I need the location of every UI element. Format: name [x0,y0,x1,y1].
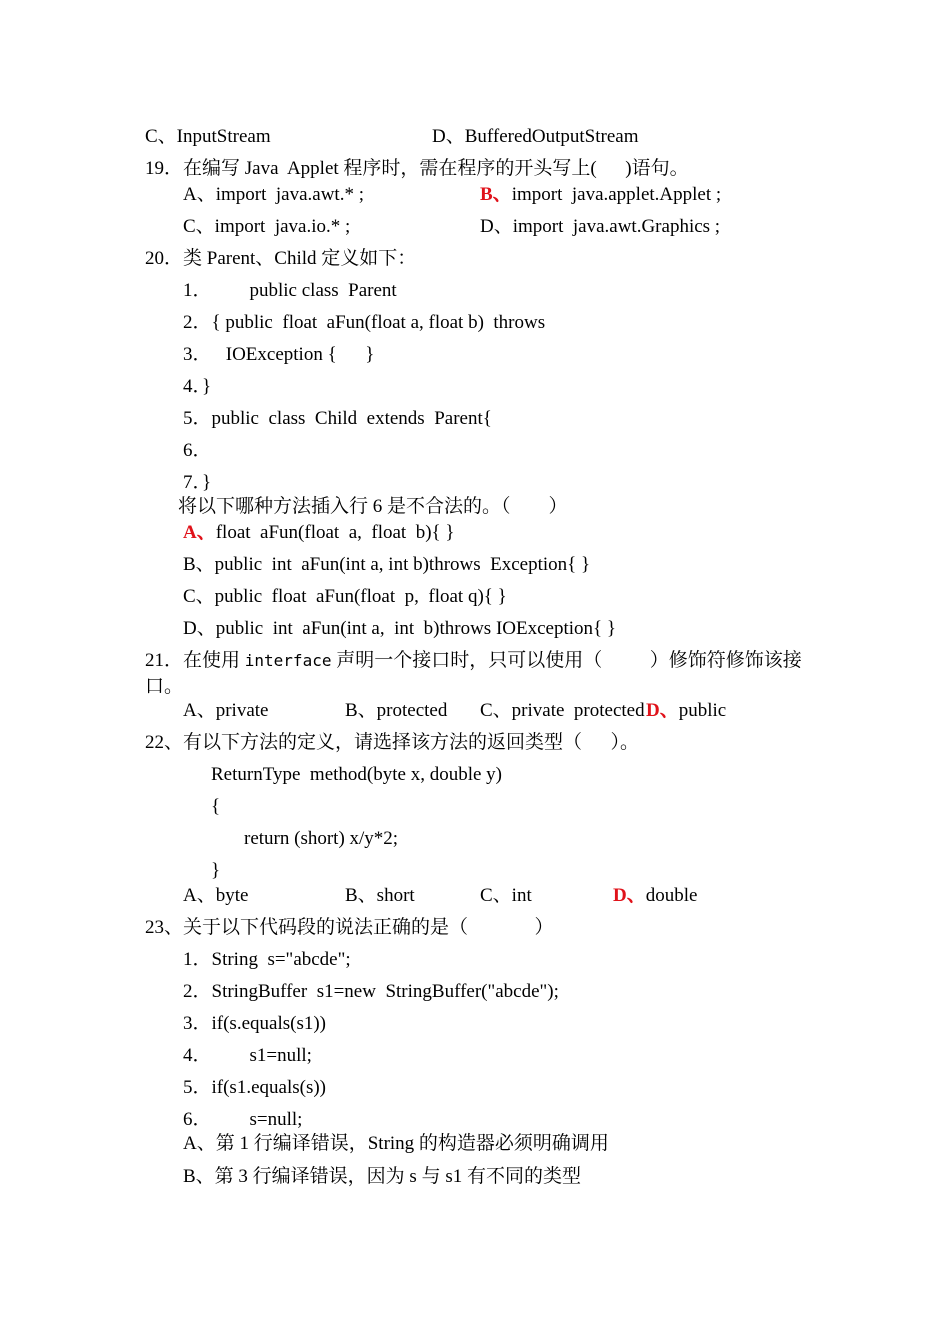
q20-option-c: C、public float aFun(float p, float q){ } [183,586,507,607]
q19-option-b: B、import java.applet.Applet ; [480,184,722,205]
answer-mark: D、 [646,700,679,721]
code-line: ReturnType method(byte x, double y) [211,764,502,785]
code-line: 3．if(s.equals(s1)) [183,1013,326,1034]
keyword: interface [244,651,332,670]
code-line: 7．} [183,472,212,493]
q21-option-d: D、public [646,700,727,721]
q20-option-d: D、public int aFun(int a, int b)throws IOException{ } [183,618,617,639]
q22-stem: 22、有以下方法的定义，请选择该方法的返回类型（ ）。 [145,732,640,753]
code-line: 4． s1=null; [183,1045,312,1066]
code-line: 3． IOException { } [183,344,375,365]
q19-option-d: D、import java.awt.Graphics ; [480,216,721,237]
q20-option-a: A、float aFun(float a, float b){ } [183,522,455,543]
code-line: return (short) x/y*2; [244,828,399,849]
answer-mark: D、 [613,885,646,906]
code-line: 4．} [183,376,212,397]
q23-stem: 23、关于以下代码段的说法正确的是（ ） [145,917,554,938]
code-line: 5．if(s1.equals(s)) [183,1077,326,1098]
answer-mark: B、 [480,184,512,205]
code-line: 2．{ public float aFun(float a, float b) throws [183,312,546,333]
q19-option-a: A、import java.awt.* ; [183,184,364,205]
answer-mark: A、 [183,522,216,543]
q20-question: 将以下哪种方法插入行 6 是不合法的。（ ） [178,496,568,517]
code-line: 6． s=null; [183,1109,303,1130]
q21-option-c: C、private protected [480,700,645,721]
code-line: 1． public class Parent [183,280,397,301]
q22-option-b: B、short [345,885,415,906]
q18-option-d: D、BufferedOutputStream [432,126,639,147]
q21-stem: 21．在使用 interface 声明一个接口时，只可以使用（ ）修饰符修饰该接 [145,650,802,671]
q23-option-a: A、第 1 行编译错误，String 的构造器必须明确调用 [183,1133,609,1154]
q21-stem-continued: 口。 [145,676,184,697]
q21-option-a: A、private [183,700,269,721]
q22-option-a: A、byte [183,885,249,906]
q18-option-c: C、InputStream [145,126,271,147]
code-line: 6． [183,440,212,461]
code-line: } [211,860,221,881]
q22-option-c: C、int [480,885,532,906]
code-line: 5．public class Child extends Parent{ [183,408,492,429]
q19-option-c: C、import java.io.* ; [183,216,351,237]
q23-option-b: B、第 3 行编译错误，因为 s 与 s1 有不同的类型 [183,1166,581,1187]
q22-option-d: D、double [613,885,698,906]
q21-option-b: B、protected [345,700,448,721]
code-line: { [211,796,221,817]
q19-stem: 19．在编写 Java Applet 程序时，需在程序的开头写上( )语句。 [145,158,689,179]
q20-option-b: B、public int aFun(int a, int b)throws Exception{ } [183,554,591,575]
code-line: 1．String s="abcde"; [183,949,351,970]
q20-stem: 20．类 Parent、Child 定义如下： [145,248,417,269]
code-line: 2．StringBuffer s1=new StringBuffer("abcde"); [183,981,559,1002]
